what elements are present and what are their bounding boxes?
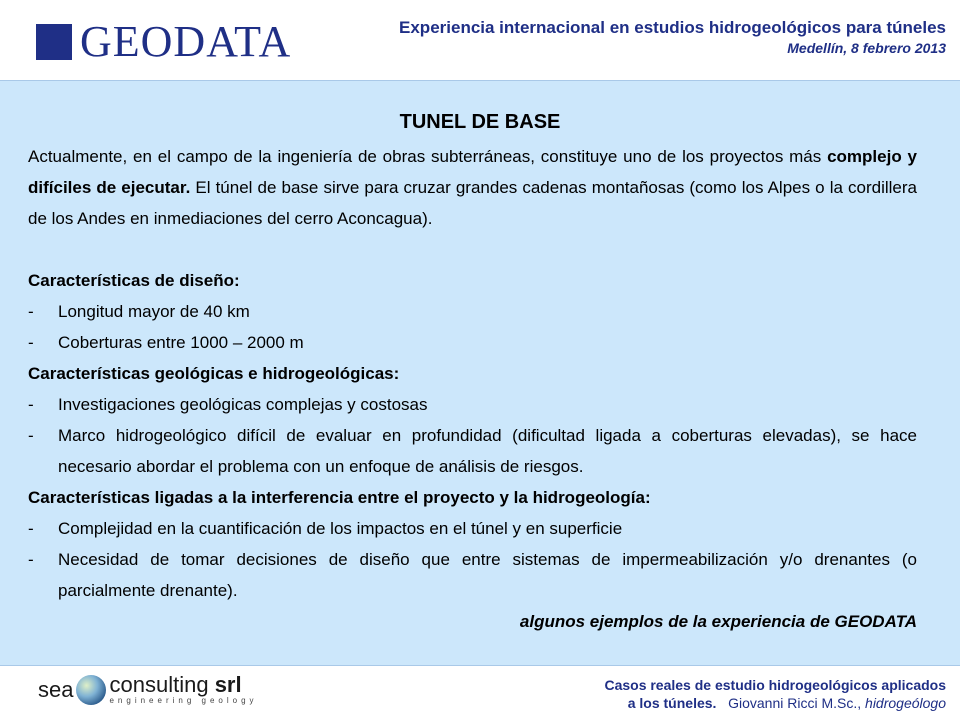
bullet-dash: - <box>28 333 34 352</box>
footer-line2 <box>604 694 946 712</box>
section-heading-geology: Características geológicas e hidrogeológicas: <box>28 364 400 383</box>
footer-line1: Casos reales de estudio hidrogeológicos aplicados <box>604 677 946 693</box>
intro-text-part1: Actualmente, en el campo de la ingeniería de obras subterráneas, constituye uno de los proyectos más <box>28 147 828 166</box>
list-item-text: Marco hidrogeológico difícil de evaluar en profundidad (dificultad ligada a coberturas elevadas), se hace necesario abordar el problema con un enfoque de análisis de riesgos. <box>58 426 917 476</box>
list-item <box>28 296 917 327</box>
bullet-dash: - <box>28 426 34 445</box>
list-item-text: Complejidad en la cuantificación de los impactos en el túnel y en superficie <box>58 519 623 538</box>
list-item-text: Investigaciones geológicas complejas y costosas <box>58 395 428 414</box>
header-subtitle: Medellín, 8 febrero 2013 <box>787 40 946 56</box>
list-item-text: Coberturas entre 1000 – 2000 m <box>58 333 304 352</box>
footer-separator: , <box>857 695 866 711</box>
list-item-text: Necesidad de tomar decisiones de diseño que entre sistemas de impermeabilización y/o drenantes (o parcialmente drenante). <box>58 550 917 600</box>
slide-title: TUNEL DE BASE <box>399 111 561 133</box>
geodata-logo-text: GEODATA <box>80 17 292 66</box>
list-item <box>28 513 917 544</box>
intro-paragraph <box>28 141 917 234</box>
list-item <box>28 544 917 606</box>
intro-text-part2: El túnel de base sirve para cruzar grandes cadenas montañosas (como los Alpes o la cordillera de los Andes en inmediaciones del cerro Aconcagua). <box>28 178 918 228</box>
list-item <box>28 420 917 482</box>
logo-consulting-block <box>109 674 257 706</box>
slide-body <box>0 80 960 666</box>
logo-subtitle: engineering geology <box>109 696 258 705</box>
logo-srl-text: srl <box>214 672 242 697</box>
globe-icon <box>76 675 106 705</box>
geodata-logo <box>36 17 292 66</box>
logo-consulting-text: consulting <box>109 672 209 697</box>
header-title: Experiencia internacional en estudios hidrogeológicos para túneles <box>399 18 946 37</box>
header-title-block <box>399 18 946 58</box>
footer <box>0 666 960 720</box>
section-heading-interference: Características ligadas a la interferencia entre el proyecto y la hidrogeología: <box>28 488 651 507</box>
bullet-dash: - <box>28 519 34 538</box>
list-item <box>28 327 917 358</box>
closing-line: algunos ejemplos de la experiencia de GEODATA <box>519 612 917 631</box>
footer-author: Giovanni Ricci M.Sc. <box>728 695 858 711</box>
header <box>0 0 960 80</box>
list-item-text: Longitud mayor de 40 km <box>58 302 250 321</box>
footer-role: hidrogeólogo <box>865 695 946 711</box>
sea-consulting-logo <box>38 674 258 706</box>
bullet-dash: - <box>28 550 34 569</box>
footer-caption <box>604 676 946 712</box>
footer-line2-bold: a los túneles. <box>627 695 717 711</box>
slide-content <box>28 141 917 637</box>
geodata-logo-square-icon <box>36 24 72 60</box>
bullet-dash: - <box>28 302 34 321</box>
intro-text-bold: complejo y difíciles de ejecutar. <box>28 147 917 197</box>
logo-consulting-line <box>109 674 257 696</box>
logo-sea-text: sea <box>38 677 74 702</box>
list-item <box>28 389 917 420</box>
section-heading-design: Características de diseño: <box>28 271 240 290</box>
spacer <box>28 234 917 265</box>
bullet-dash: - <box>28 395 34 414</box>
